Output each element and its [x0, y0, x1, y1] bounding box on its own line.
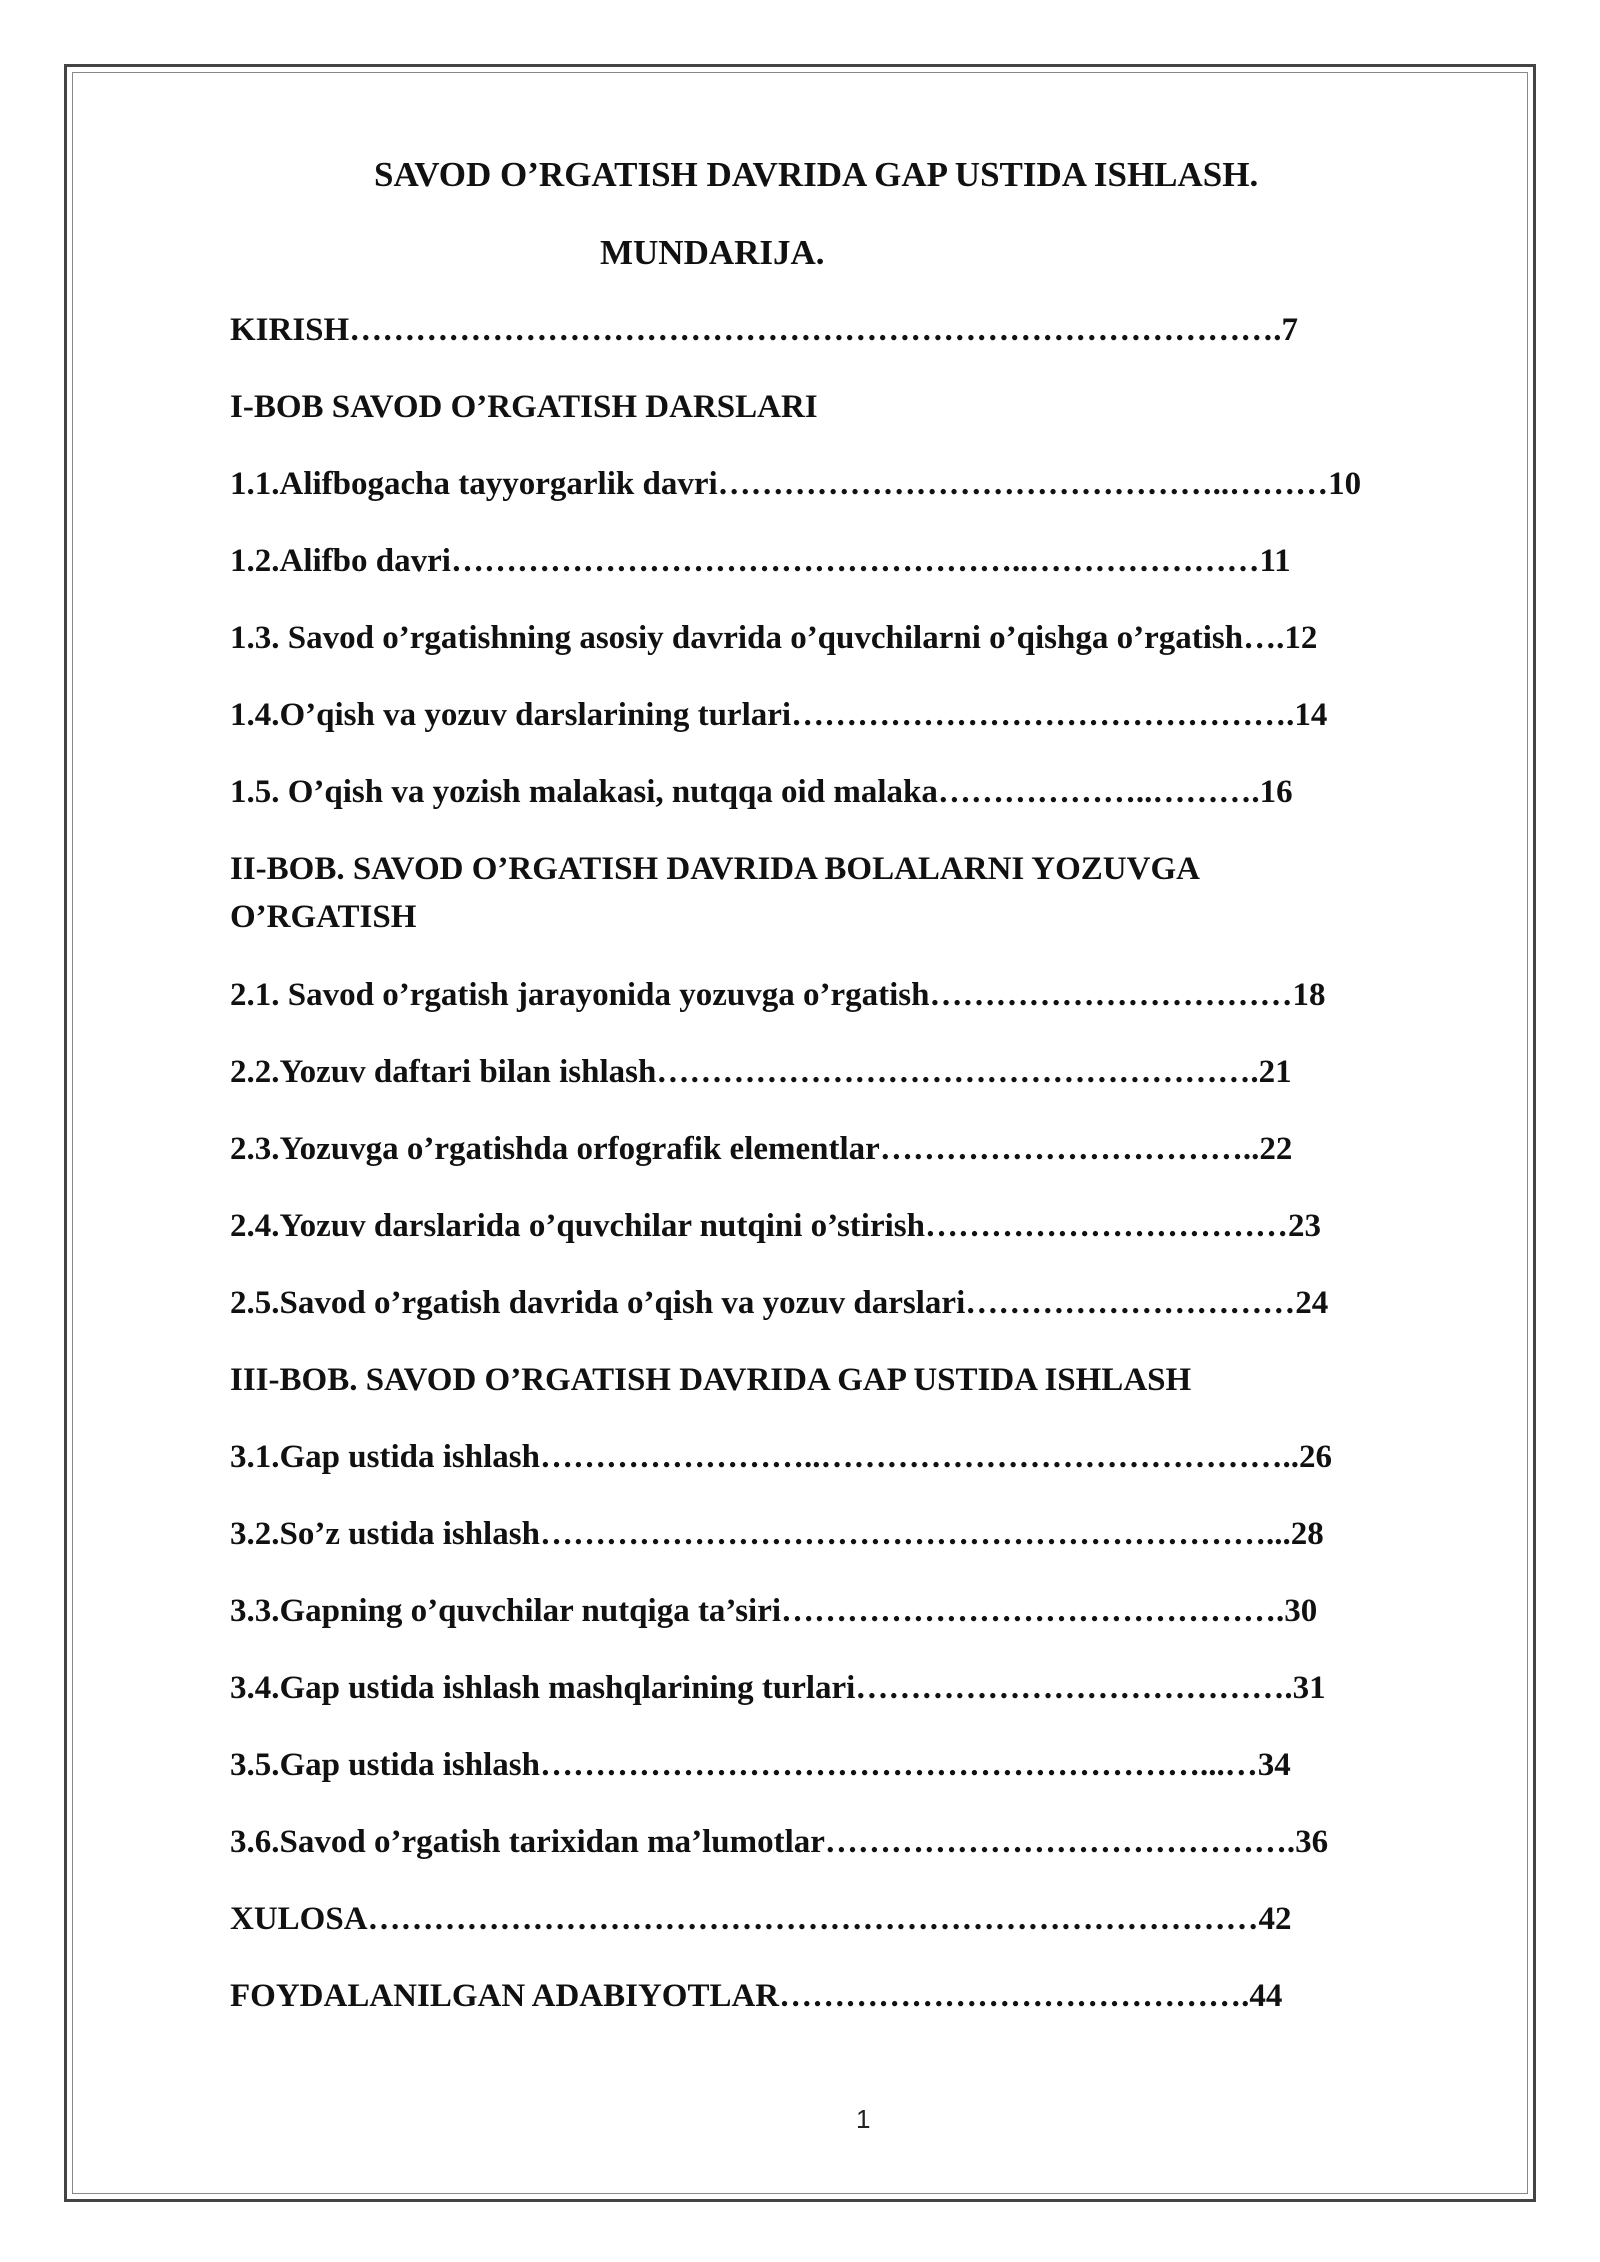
toc-entry[interactable] [230, 537, 1291, 585]
toc-entry-title: 3.4.Gap ustida ishlash mashqlarining turlari [230, 1670, 856, 1706]
toc-entry-title: 2.4.Yozuv darslarida o’quvchilar nutqini o’stirish [230, 1208, 925, 1244]
toc-entry[interactable] [230, 1895, 1292, 1943]
toc-entry-page: 11 [1259, 543, 1291, 579]
toc-entry-page: 30 [1284, 1593, 1318, 1629]
toc-entry-leader: ………………………………………. [791, 697, 1295, 733]
toc-entry-title: 2.2.Yozuv daftari bilan ishlash [230, 1054, 657, 1090]
toc-entry-title: 1.1.Alifbogacha tayyorgarlik davri [230, 466, 718, 502]
toc-entry-page: 18 [1292, 977, 1326, 1013]
toc-entry[interactable] [230, 1741, 1291, 1789]
toc-entry[interactable] [230, 1279, 1328, 1327]
toc-entry-page: 10 [1328, 466, 1362, 502]
toc-entry-leader: ……………………………………………..………………… [450, 543, 1260, 579]
toc-entry-title: 1.4.O’qish va yozuv darslarining turlari [230, 697, 792, 733]
toc-entry-title: 1.3. Savod o’rgatishning asosiy davrida o’quvchilarni o’qishga o’rgatish [230, 620, 1244, 656]
toc-entry-page: 24 [1295, 1285, 1329, 1321]
toc-entry-page: 23 [1287, 1208, 1321, 1244]
toc-entry-leader: ……………………………………………………………………… [367, 1901, 1259, 1937]
toc-entry-page: 26 [1298, 1439, 1332, 1475]
toc-entry-title: 1.2.Alifbo davri [230, 543, 451, 579]
toc-entry-page: 12 [1284, 620, 1318, 656]
toc-entry-title: 1.5. O’qish va yozish malakasi, nutqqa oid malaka [230, 774, 938, 810]
toc-entry[interactable] [230, 1048, 1292, 1096]
toc-entry-title: XULOSA [230, 1901, 368, 1937]
toc-entry-leader: ……………………..…………………………………….. [539, 1439, 1299, 1475]
toc-entry-leader: ………………………………………………. [656, 1054, 1259, 1090]
toc-entry-page: 22 [1259, 1131, 1293, 1167]
toc-entry[interactable] [230, 460, 1361, 508]
toc-entry-title: 3.5.Gap ustida ishlash [230, 1747, 540, 1783]
toc-entry[interactable] [230, 306, 1298, 354]
toc-entry-page: 42 [1258, 1901, 1292, 1937]
toc-entry-leader: …………………………………………………………... [539, 1516, 1291, 1552]
toc-entry-leader: ………………………………………. [781, 1593, 1285, 1629]
toc-entry-leader: …………………………… [924, 1208, 1288, 1244]
page-number: 1 [856, 2104, 871, 2134]
toc-chapter-heading: III-BOB. SAVOD O’RGATISH DAVRIDA GAP USTIDA ISHLASH [230, 1362, 1192, 1398]
toc-entry-leader: ……………………………………………………...… [539, 1747, 1258, 1783]
toc-entry[interactable] [230, 691, 1327, 739]
toc-heading: MUNDARIJA. [600, 233, 825, 272]
toc-entry-title: 3.6.Savod o’rgatish tarixidan ma’lumotlar [230, 1824, 825, 1860]
toc-entry[interactable] [230, 1125, 1292, 1173]
toc-entry-leader: ………………………… [965, 1285, 1296, 1321]
toc-entry-leader: …. [1243, 620, 1285, 656]
toc-entry-page: 34 [1257, 1747, 1291, 1783]
toc-entry-leader: …………………………………. [855, 1670, 1293, 1706]
toc-entry[interactable] [230, 1818, 1328, 1866]
toc-chapter-heading: I-BOB SAVOD O’RGATISH DARSLARI [230, 389, 818, 425]
toc-entry-title: FOYDALANILGAN ADABIYOTLAR [230, 1978, 780, 2014]
toc-entry-title: 3.1.Gap ustida ishlash [230, 1439, 540, 1475]
toc-entry-title: 2.5.Savod o’rgatish davrida o’qish va yozuv darslari [230, 1285, 966, 1321]
toc-entry-page: 28 [1290, 1516, 1324, 1552]
toc-entry-title: 3.3.Gapning o’quvchilar nutqiga ta’siri [230, 1593, 782, 1629]
toc-chapter-heading: II-BOB. SAVOD O’RGATISH DAVRIDA BOLALARNI YOZUVGA O’RGATISH [230, 851, 1199, 935]
toc-entry-page: 16 [1259, 774, 1293, 810]
toc-entry-leader: …………………………… [929, 977, 1293, 1013]
toc-entry-title: KIRISH [230, 312, 350, 348]
toc-entry-leader: ………………………………………..……… [717, 466, 1329, 502]
toc-entry-leader: ……………………………………. [779, 1978, 1250, 2014]
toc-entry-title: 2.3.Yozuvga o’rgatishda orfografik elementlar [230, 1131, 880, 1167]
toc-entry-leader: …………………………….. [879, 1131, 1260, 1167]
toc-entry[interactable] [230, 1202, 1321, 1250]
toc-entry-leader: ……………………………………. [824, 1824, 1296, 1860]
toc-entry[interactable] [230, 1510, 1324, 1558]
toc-entry[interactable] [230, 614, 1317, 662]
toc-entry-title: 3.2.So’z ustida ishlash [230, 1516, 540, 1552]
toc-entry[interactable] [230, 1433, 1332, 1481]
document-title: SAVOD O’RGATISH DAVRIDA GAP USTIDA ISHLASH. [374, 155, 1259, 194]
toc-entry-leader: …………………………………………………………………………. [349, 312, 1282, 348]
toc-entry-page: 44 [1249, 1978, 1283, 2014]
toc-entry-title: 2.1. Savod o’rgatish jarayonida yozuvga o’rgatish [230, 977, 930, 1013]
toc-entry-leader: ………………..………. [937, 774, 1260, 810]
toc-entry-page: 36 [1295, 1824, 1329, 1860]
toc-entry[interactable] [230, 971, 1325, 1019]
toc-entry-page: 14 [1294, 697, 1328, 733]
toc-entry[interactable] [230, 1587, 1317, 1635]
toc-entry-page: 31 [1292, 1670, 1326, 1706]
toc-entry[interactable] [230, 768, 1293, 816]
toc-entry[interactable] [230, 1972, 1282, 2020]
toc-entry-page: 21 [1258, 1054, 1292, 1090]
toc-entry-page: 7 [1281, 312, 1298, 348]
toc-entry[interactable] [230, 1664, 1326, 1712]
